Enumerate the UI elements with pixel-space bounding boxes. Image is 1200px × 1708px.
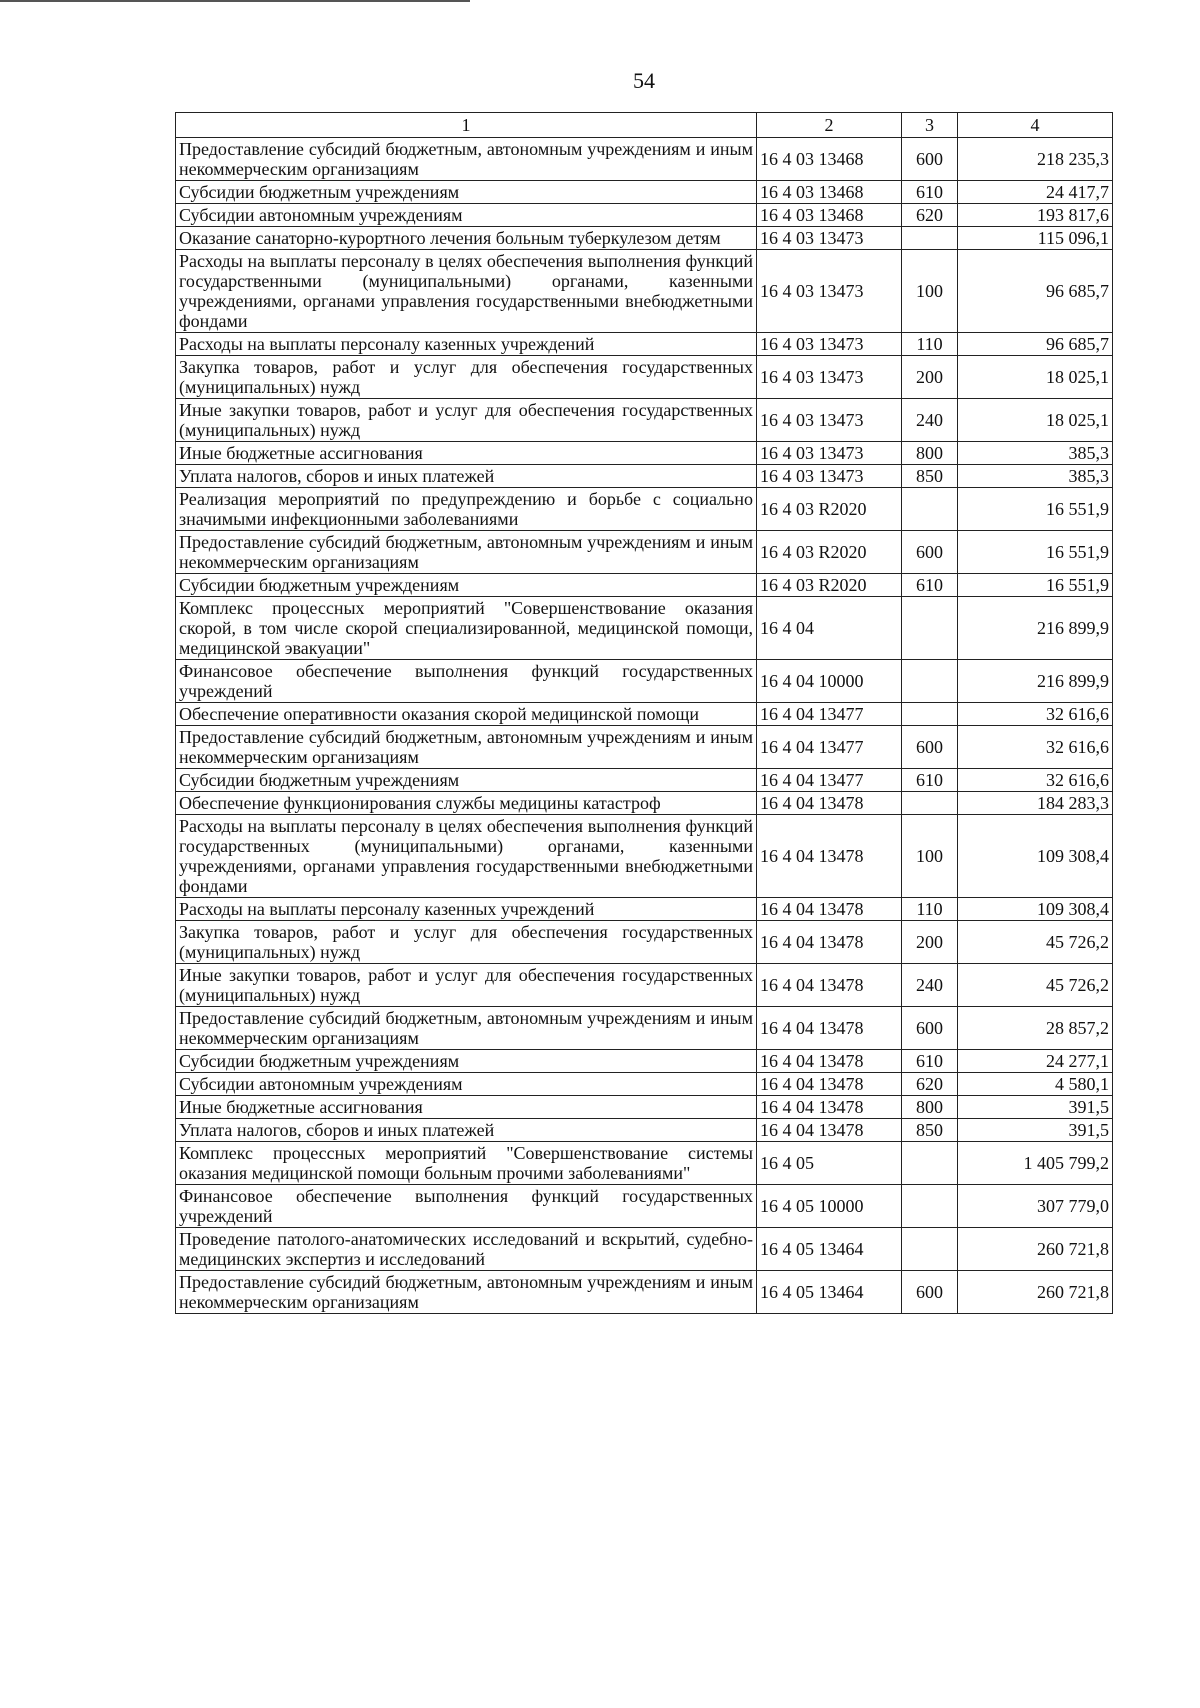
row-code-cell: 16 4 03 13473 [757, 356, 902, 399]
table-row [176, 1119, 1113, 1142]
row-sum-cell: 28 857,2 [958, 1007, 1113, 1050]
row-name-cell: Обеспечение оперативности оказания скорой медицинской помощи [176, 703, 757, 726]
column-header-1: 1 [176, 113, 757, 138]
row-expense-type-cell [902, 792, 958, 815]
table-row [176, 769, 1113, 792]
row-sum-cell: 193 817,6 [958, 204, 1113, 227]
row-sum-cell: 385,3 [958, 465, 1113, 488]
row-expense-type-cell [902, 488, 958, 531]
row-name-cell: Реализация мероприятий по предупреждению и борьбе с социально значимыми инфекционными заболеваниями [176, 488, 757, 531]
row-name-cell: Иные закупки товаров, работ и услуг для обеспечения государственных (муниципальных) нужд [176, 399, 757, 442]
row-sum-cell: 24 277,1 [958, 1050, 1113, 1073]
row-sum-cell: 385,3 [958, 442, 1113, 465]
table-row [176, 815, 1113, 898]
row-expense-type-cell: 620 [902, 204, 958, 227]
row-sum-cell: 260 721,8 [958, 1271, 1113, 1314]
row-code-cell: 16 4 05 13464 [757, 1271, 902, 1314]
row-name-cell: Субсидии бюджетным учреждениям [176, 181, 757, 204]
row-name-cell: Предоставление субсидий бюджетным, автономным учреждениям и иным некоммерческим организациям [176, 1007, 757, 1050]
table-row [176, 597, 1113, 660]
row-name-cell: Комплекс процессных мероприятий "Совершенствование оказания скорой, в том числе скорой специализированной, медицинской помощи, медицинской эвакуации" [176, 597, 757, 660]
row-name-cell: Обеспечение функционирования службы медицины катастроф [176, 792, 757, 815]
row-sum-cell: 16 551,9 [958, 574, 1113, 597]
row-sum-cell: 18 025,1 [958, 399, 1113, 442]
row-name-cell: Субсидии автономным учреждениям [176, 204, 757, 227]
row-expense-type-cell: 610 [902, 574, 958, 597]
row-sum-cell: 32 616,6 [958, 703, 1113, 726]
table-row [176, 204, 1113, 227]
row-expense-type-cell: 100 [902, 815, 958, 898]
row-sum-cell: 391,5 [958, 1119, 1113, 1142]
table-body [176, 138, 1113, 1314]
table-row [176, 1271, 1113, 1314]
table-row [176, 1142, 1113, 1185]
row-name-cell: Проведение патолого-анатомических исследований и вскрытий, судебно-медицинских экспертиз и исследований [176, 1228, 757, 1271]
row-code-cell: 16 4 03 13473 [757, 227, 902, 250]
row-code-cell: 16 4 03 13473 [757, 250, 902, 333]
table-row [176, 921, 1113, 964]
table-row [176, 465, 1113, 488]
row-expense-type-cell: 600 [902, 138, 958, 181]
row-code-cell: 16 4 04 13478 [757, 815, 902, 898]
row-code-cell: 16 4 05 10000 [757, 1185, 902, 1228]
row-code-cell: 16 4 05 [757, 1142, 902, 1185]
row-sum-cell: 4 580,1 [958, 1073, 1113, 1096]
row-sum-cell: 109 308,4 [958, 898, 1113, 921]
row-name-cell: Предоставление субсидий бюджетным, автономным учреждениям и иным некоммерческим организациям [176, 138, 757, 181]
row-expense-type-cell [902, 703, 958, 726]
row-name-cell: Субсидии бюджетным учреждениям [176, 769, 757, 792]
row-expense-type-cell: 600 [902, 1271, 958, 1314]
row-code-cell: 16 4 04 13478 [757, 1050, 902, 1073]
row-code-cell: 16 4 03 13473 [757, 333, 902, 356]
row-name-cell: Уплата налогов, сборов и иных платежей [176, 465, 757, 488]
row-name-cell: Субсидии автономным учреждениям [176, 1073, 757, 1096]
row-code-cell: 16 4 04 [757, 597, 902, 660]
table-row [176, 792, 1113, 815]
table-row [176, 898, 1113, 921]
row-code-cell: 16 4 04 13478 [757, 964, 902, 1007]
row-code-cell: 16 4 03 R2020 [757, 488, 902, 531]
row-expense-type-cell [902, 227, 958, 250]
row-name-cell: Предоставление субсидий бюджетным, автономным учреждениям и иным некоммерческим организациям [176, 726, 757, 769]
table-row [176, 964, 1113, 1007]
row-name-cell: Субсидии бюджетным учреждениям [176, 1050, 757, 1073]
row-expense-type-cell: 600 [902, 1007, 958, 1050]
row-name-cell: Предоставление субсидий бюджетным, автономным учреждениям и иным некоммерческим организациям [176, 1271, 757, 1314]
row-code-cell: 16 4 03 13473 [757, 399, 902, 442]
table-row [176, 703, 1113, 726]
table-row [176, 531, 1113, 574]
table-row [176, 399, 1113, 442]
row-name-cell: Расходы на выплаты персоналу казенных учреждений [176, 333, 757, 356]
row-sum-cell: 307 779,0 [958, 1185, 1113, 1228]
row-expense-type-cell: 240 [902, 399, 958, 442]
row-name-cell: Расходы на выплаты персоналу в целях обеспечения выполнения функций государственными (муниципальными) органами, казенными учреждениями, органами управления государственными внебюджетными фондами [176, 250, 757, 333]
row-expense-type-cell: 610 [902, 1050, 958, 1073]
row-expense-type-cell: 240 [902, 964, 958, 1007]
budget-table [175, 112, 1113, 1314]
row-code-cell: 16 4 03 13473 [757, 465, 902, 488]
row-sum-cell: 16 551,9 [958, 488, 1113, 531]
row-expense-type-cell: 610 [902, 181, 958, 204]
row-expense-type-cell [902, 660, 958, 703]
row-code-cell: 16 4 04 13477 [757, 726, 902, 769]
row-sum-cell: 18 025,1 [958, 356, 1113, 399]
row-name-cell: Закупка товаров, работ и услуг для обеспечения государственных (муниципальных) нужд [176, 356, 757, 399]
row-sum-cell: 216 899,9 [958, 597, 1113, 660]
table-row [176, 1007, 1113, 1050]
row-sum-cell: 115 096,1 [958, 227, 1113, 250]
row-expense-type-cell: 200 [902, 356, 958, 399]
row-expense-type-cell: 110 [902, 898, 958, 921]
row-sum-cell: 218 235,3 [958, 138, 1113, 181]
row-name-cell: Субсидии бюджетным учреждениям [176, 574, 757, 597]
table-row [176, 726, 1113, 769]
row-sum-cell: 24 417,7 [958, 181, 1113, 204]
row-code-cell: 16 4 04 13478 [757, 792, 902, 815]
column-header-3: 3 [902, 113, 958, 138]
row-expense-type-cell: 850 [902, 465, 958, 488]
table-row [176, 138, 1113, 181]
table-row [176, 181, 1113, 204]
row-sum-cell: 96 685,7 [958, 250, 1113, 333]
row-expense-type-cell [902, 1228, 958, 1271]
row-sum-cell: 1 405 799,2 [958, 1142, 1113, 1185]
table-header [176, 113, 1113, 138]
row-name-cell: Финансовое обеспечение выполнения функций государственных учреждений [176, 1185, 757, 1228]
row-code-cell: 16 4 04 13478 [757, 1007, 902, 1050]
row-expense-type-cell: 800 [902, 442, 958, 465]
row-code-cell: 16 4 04 13478 [757, 1073, 902, 1096]
row-sum-cell: 32 616,6 [958, 726, 1113, 769]
row-code-cell: 16 4 03 R2020 [757, 574, 902, 597]
row-name-cell: Расходы на выплаты персоналу в целях обеспечения выполнения функций государственных (муниципальными) органами, казенными учреждениями, органами управления государственными внебюджетными фондами [176, 815, 757, 898]
row-expense-type-cell: 200 [902, 921, 958, 964]
table-row [176, 442, 1113, 465]
row-name-cell: Оказание санаторно-курортного лечения больным туберкулезом детям [176, 227, 757, 250]
row-code-cell: 16 4 03 13473 [757, 442, 902, 465]
table-row [176, 227, 1113, 250]
table-row [176, 1228, 1113, 1271]
row-sum-cell: 32 616,6 [958, 769, 1113, 792]
table-row [176, 250, 1113, 333]
row-expense-type-cell: 100 [902, 250, 958, 333]
row-sum-cell: 45 726,2 [958, 921, 1113, 964]
row-code-cell: 16 4 03 R2020 [757, 531, 902, 574]
table-row [176, 488, 1113, 531]
scan-top-rule [0, 0, 470, 2]
row-expense-type-cell [902, 1142, 958, 1185]
row-sum-cell: 109 308,4 [958, 815, 1113, 898]
row-sum-cell: 16 551,9 [958, 531, 1113, 574]
row-name-cell: Предоставление субсидий бюджетным, автономным учреждениям и иным некоммерческим организациям [176, 531, 757, 574]
row-code-cell: 16 4 03 13468 [757, 138, 902, 181]
row-code-cell: 16 4 03 13468 [757, 181, 902, 204]
row-name-cell: Уплата налогов, сборов и иных платежей [176, 1119, 757, 1142]
row-code-cell: 16 4 05 13464 [757, 1228, 902, 1271]
page-number: 54 [633, 68, 655, 93]
row-expense-type-cell: 600 [902, 726, 958, 769]
row-expense-type-cell: 610 [902, 769, 958, 792]
row-sum-cell: 96 685,7 [958, 333, 1113, 356]
row-code-cell: 16 4 04 13478 [757, 921, 902, 964]
row-name-cell: Закупка товаров, работ и услуг для обеспечения государственных (муниципальных) нужд [176, 921, 757, 964]
row-name-cell: Комплекс процессных мероприятий "Совершенствование системы оказания медицинской помощи больным прочими заболеваниями" [176, 1142, 757, 1185]
table-row [176, 1073, 1113, 1096]
table-row [176, 1096, 1113, 1119]
table-row [176, 1050, 1113, 1073]
row-sum-cell: 391,5 [958, 1096, 1113, 1119]
row-expense-type-cell [902, 1185, 958, 1228]
column-header-2: 2 [757, 113, 902, 138]
header-row [176, 113, 1113, 138]
row-code-cell: 16 4 04 13478 [757, 1096, 902, 1119]
row-name-cell: Иные бюджетные ассигнования [176, 1096, 757, 1119]
row-name-cell: Иные бюджетные ассигнования [176, 442, 757, 465]
column-header-4: 4 [958, 113, 1113, 138]
row-code-cell: 16 4 04 13477 [757, 703, 902, 726]
row-code-cell: 16 4 04 13477 [757, 769, 902, 792]
row-code-cell: 16 4 04 13478 [757, 898, 902, 921]
row-expense-type-cell: 620 [902, 1073, 958, 1096]
row-expense-type-cell: 600 [902, 531, 958, 574]
row-code-cell: 16 4 04 13478 [757, 1119, 902, 1142]
table-row [176, 574, 1113, 597]
row-code-cell: 16 4 03 13468 [757, 204, 902, 227]
row-expense-type-cell: 800 [902, 1096, 958, 1119]
row-code-cell: 16 4 04 10000 [757, 660, 902, 703]
table-row [176, 1185, 1113, 1228]
row-sum-cell: 184 283,3 [958, 792, 1113, 815]
row-expense-type-cell: 850 [902, 1119, 958, 1142]
table-row [176, 333, 1113, 356]
row-expense-type-cell: 110 [902, 333, 958, 356]
table-row [176, 660, 1113, 703]
row-expense-type-cell [902, 597, 958, 660]
row-name-cell: Финансовое обеспечение выполнения функций государственных учреждений [176, 660, 757, 703]
row-sum-cell: 216 899,9 [958, 660, 1113, 703]
row-name-cell: Расходы на выплаты персоналу казенных учреждений [176, 898, 757, 921]
row-sum-cell: 260 721,8 [958, 1228, 1113, 1271]
row-sum-cell: 45 726,2 [958, 964, 1113, 1007]
table-row [176, 356, 1113, 399]
row-name-cell: Иные закупки товаров, работ и услуг для обеспечения государственных (муниципальных) нужд [176, 964, 757, 1007]
